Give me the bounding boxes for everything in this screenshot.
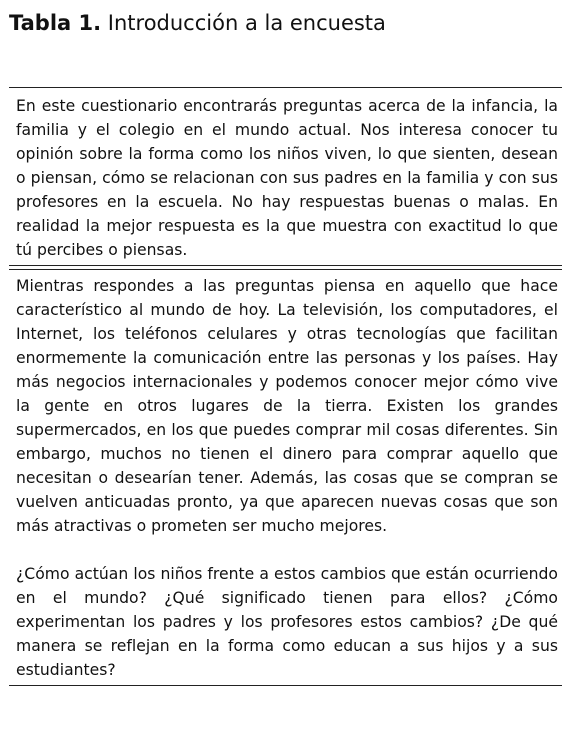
- table-row-intro: [9, 88, 562, 265]
- table-row-context: [9, 270, 562, 685]
- survey-intro-table: [9, 87, 562, 686]
- intro-paragraph: En este cuestionario encontrarás preguntas acerca de la infancia, la familia y el colegio en el mundo actual. Nos interesa conocer tu opinión sobre la forma como los niños viven, lo que sienten, desean o piensan, cómo se relacionan con sus padres en la familia y con sus profesores en la escuela. No hay respuestas buenas o malas. En realidad la mejor respuesta es la que muestra con exactitud lo que tú percibes o piensas.: [16, 97, 558, 259]
- table-bottom-rule: [9, 685, 562, 686]
- table-caption-label: Tabla 1.: [9, 11, 102, 35]
- table-caption: [9, 9, 386, 37]
- context-paragraph: Mientras respondes a las preguntas piensa en aquello que hace característico al mundo de hoy. La televisión, los computadores, el Internet, los teléfonos celulares y otras tecnologías que facilitan enormemente la comunicación entre las personas y los países. Hay más negocios internacionales y podemos conocer mejor cómo vive la gente en otros lugares de la tierra. Existen los grandes supermercados, en los que puedes comprar mil cosas diferentes. Sin embargo, muchos no tienen el dinero para comprar aquello que necesitan o desearían tener. Además, las cosas que se compran se vuelven anticuadas pronto, ya que aparecen nuevas cosas que son más atractivas o prometen ser mucho mejores.: [16, 277, 558, 535]
- table-caption-text: Introducción a la encuesta: [107, 11, 386, 35]
- questions-paragraph: ¿Cómo actúan los niños frente a estos cambios que están ocurriendo en el mundo? ¿Qué significado tienen para ellos? ¿Cómo experimentan los padres y los profesores estos cambios? ¿De qué manera se reflejan en la forma como educan a sus hijos y a sus estudiantes?: [16, 565, 558, 679]
